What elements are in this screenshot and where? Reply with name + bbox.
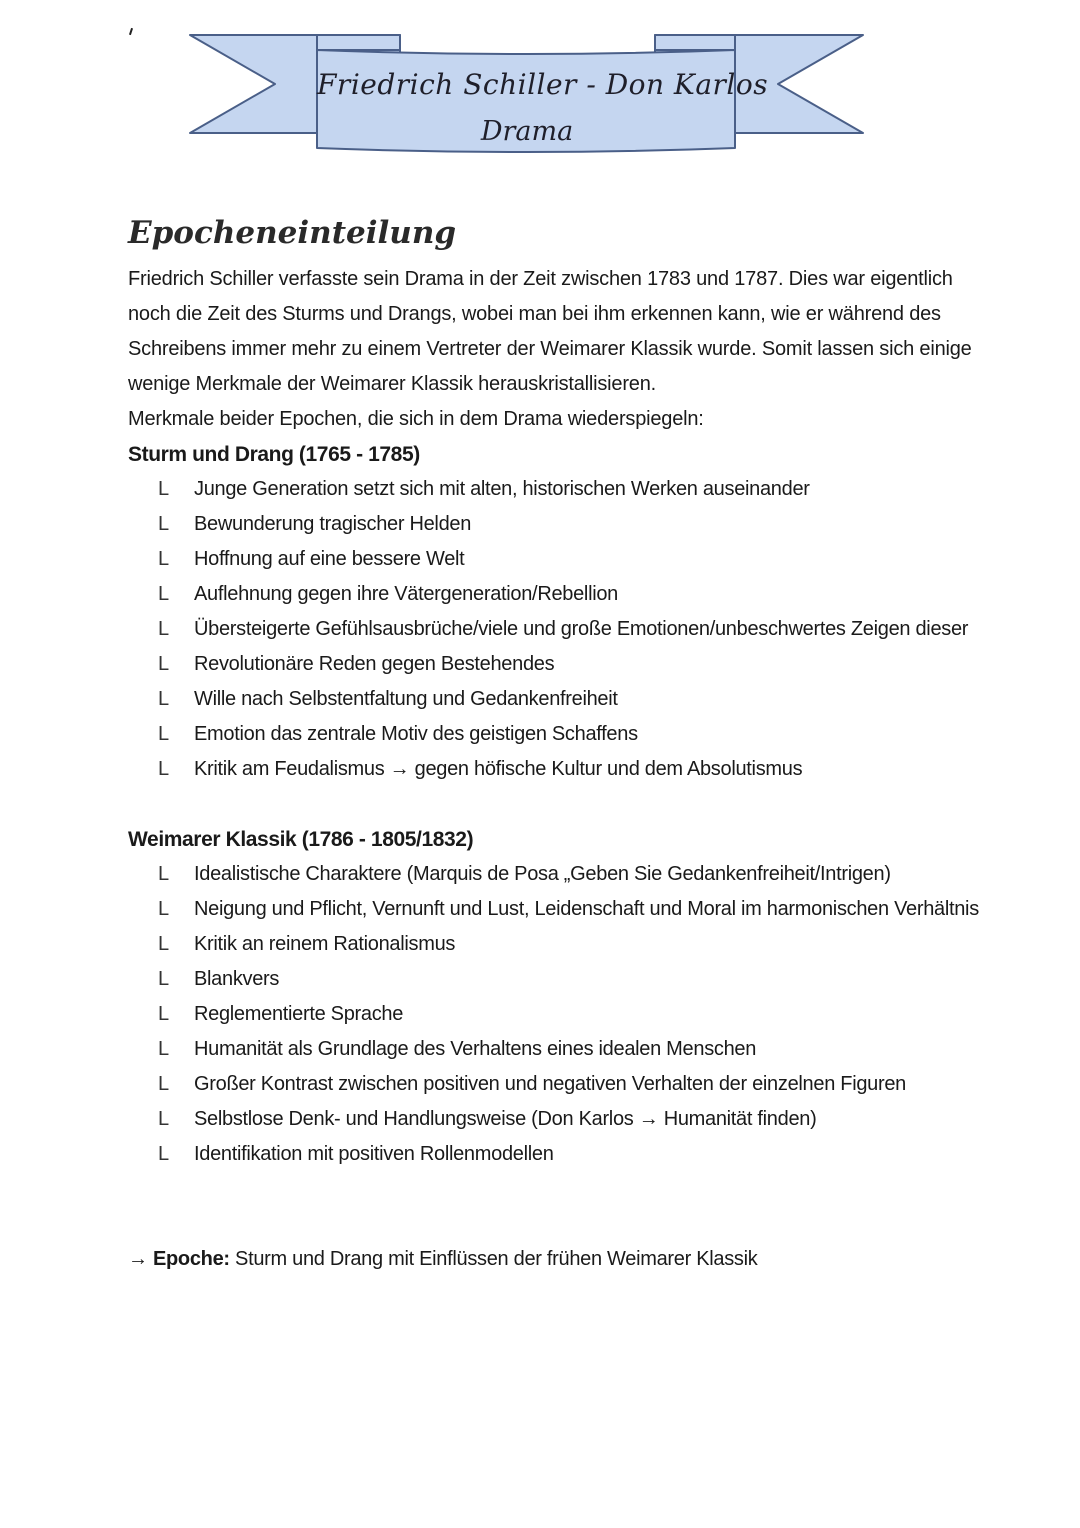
list-item — [128, 997, 1008, 1032]
list-item — [128, 507, 1008, 542]
bullet-marker: L — [158, 1073, 169, 1095]
bullet-marker: L — [158, 1038, 169, 1060]
list-item-text: Reglementierte Sprache — [194, 1003, 404, 1025]
list-item — [128, 647, 1008, 682]
list-item — [128, 857, 1008, 892]
epoch-title-sturm-und-drang: Sturm und Drang (1765 - 1785) — [128, 443, 420, 466]
list-item — [128, 892, 1008, 927]
list-item — [128, 542, 1008, 577]
list-item-text: Übersteigerte Gefühlsausbrüche/viele und große Emotionen/unbeschwertes Zeigen dieser — [194, 618, 969, 640]
list-item — [128, 1032, 1008, 1067]
list-item-text: Humanität als Grundlage des Verhaltens eines idealen Menschen — [194, 1038, 757, 1060]
list-item — [128, 717, 1008, 752]
bullet-marker: L — [158, 898, 169, 920]
list-item — [128, 1067, 1008, 1102]
bullet-marker: L — [158, 723, 169, 745]
bullet-marker: L — [158, 1003, 169, 1025]
document-subtitle: Drama — [480, 116, 574, 147]
list-item-text: Bewunderung tragischer Helden — [194, 513, 472, 535]
list-item-text: Großer Kontrast zwischen positiven und negativen Verhalten der einzelnen Figuren — [194, 1073, 906, 1095]
paragraph-line: Schreibens immer mehr zu einem Vertreter der Weimarer Klassik wurde. Somit lassen sich einige — [128, 338, 972, 360]
bullet-marker: L — [158, 618, 169, 640]
document-title: Friedrich Schiller - Don Karlos — [317, 68, 769, 101]
arrow-icon: → — [128, 1248, 148, 1270]
bullet-marker: L — [158, 688, 169, 710]
list-item-text: Identifikation mit positiven Rollenmodellen — [194, 1143, 554, 1165]
bullet-marker: L — [158, 758, 169, 780]
section-heading: Epocheneinteilung — [128, 215, 457, 251]
list-item — [128, 927, 1008, 962]
list-item — [128, 962, 1008, 997]
list-item-text: Emotion das zentrale Motiv des geistigen Schaffens — [194, 723, 638, 745]
list-item-text: Auflehnung gegen ihre Vätergeneration/Rebellion — [194, 583, 619, 605]
conclusion-line — [128, 1242, 1008, 1277]
list-item — [128, 682, 1008, 717]
paragraph-line: Friedrich Schiller verfasste sein Drama in der Zeit zwischen 1783 und 1787. Dies war eigentlich — [128, 268, 953, 290]
bullet-marker: L — [158, 1108, 169, 1130]
title-banner — [185, 28, 870, 158]
list-item-text: Hoffnung auf eine bessere Welt — [194, 548, 465, 570]
list-item-text: Kritik an reinem Rationalismus — [194, 933, 456, 955]
bullet-marker: L — [158, 548, 169, 570]
paragraph-line: noch die Zeit des Sturms und Drangs, wobei man bei ihm erkennen kann, wie er während des — [128, 303, 941, 325]
bullet-marker: L — [158, 478, 169, 500]
list-item-text: Selbstlose Denk- und Handlungsweise (Don Karlos → Humanität finden) — [194, 1108, 817, 1130]
main-content — [128, 212, 1008, 1297]
intro-paragraph — [128, 262, 1008, 437]
feature-list-sturm-und-drang — [128, 472, 1008, 787]
list-item-text: Wille nach Selbstentfaltung und Gedankenfreiheit — [194, 688, 618, 710]
bullet-marker: L — [158, 513, 169, 535]
conclusion-label: Epoche: — [152, 1248, 230, 1270]
bullet-marker: L — [158, 583, 169, 605]
list-item — [128, 752, 1008, 787]
epoch-title-weimarer-klassik: Weimarer Klassik (1786 - 1805/1832) — [128, 828, 474, 851]
list-item-text: Blankvers — [194, 968, 280, 990]
list-item-text: Neigung und Pflicht, Vernunft und Lust, Leidenschaft und Moral im harmonischen Verhältnis — [194, 898, 979, 920]
feature-list-weimarer-klassik — [128, 857, 1008, 1172]
list-item-text: Junge Generation setzt sich mit alten, historischen Werken auseinander — [194, 478, 810, 500]
list-item-text: Kritik am Feudalismus → gegen höfische Kultur und dem Absolutismus — [194, 758, 803, 780]
bullet-marker: L — [158, 933, 169, 955]
bullet-marker: L — [158, 1143, 169, 1165]
list-item — [128, 472, 1008, 507]
bullet-marker: L — [158, 968, 169, 990]
paragraph-line: wenige Merkmale der Weimarer Klassik herauskristallisieren. — [128, 373, 657, 395]
list-item-text: Revolutionäre Reden gegen Bestehendes — [194, 653, 555, 675]
list-item-text: Idealistische Charaktere (Marquis de Posa „Geben Sie Gedankenfreiheit/Intrigen) — [194, 863, 891, 885]
conclusion-text: Sturm und Drang mit Einflüssen der frühen Weimarer Klassik — [235, 1248, 758, 1270]
list-item — [128, 1137, 1008, 1172]
list-item — [128, 612, 1008, 647]
stray-pen-mark — [129, 28, 133, 35]
list-item — [128, 577, 1008, 612]
bullet-marker: L — [158, 863, 169, 885]
bullet-marker: L — [158, 653, 169, 675]
list-item — [128, 1102, 1008, 1137]
paragraph-line: Merkmale beider Epochen, die sich in dem Drama wiederspiegeln: — [128, 408, 704, 430]
